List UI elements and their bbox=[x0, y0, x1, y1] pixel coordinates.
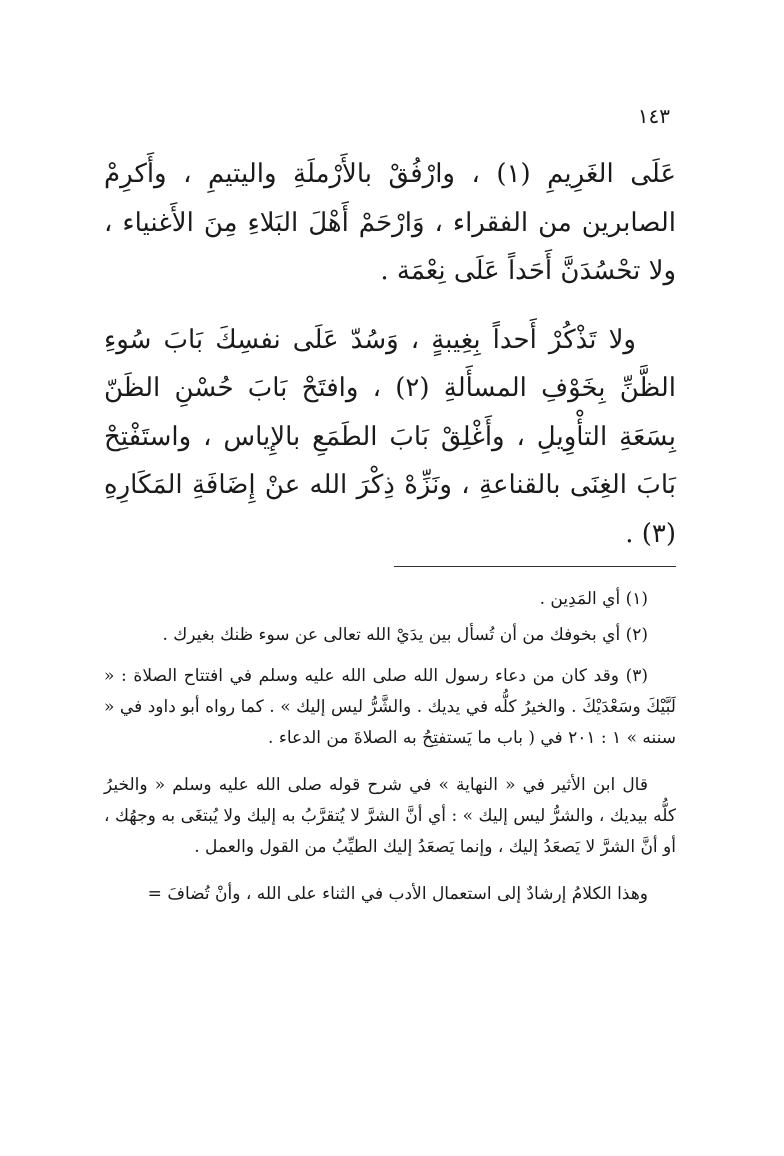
main-paragraph-2: ولا تَذْكُرْ أَحداً بِغِيبةٍ ، وَسُدّ عَلَى نفسِكَ بَابَ سُوءِ الظَّنِّ بِخَوْفِ المسأَلةِ (٢) ، وافتَحْ بَابَ حُسْنِ الظَنّ بِسَعَةِ التأْوِيلِ ، وأَغْلِقْ بَابَ الطَمَعِ بالإِياس ، واستَفْتِحْ بَابَ الغِنَى بالقناعةِ ، ونَزِّهْ ذِكْرَ الله عنْ إِضَافَةِ المَكَارِهِ (٣) . bbox=[104, 324, 677, 549]
page-number: ١٤٣ bbox=[637, 104, 670, 128]
footnote-commentary-1: قال ابن الأثير في « النهاية » في شرح قوله صلى الله عليه وسلم « والخيرُ كلُّه بيديك ، والشرُّ ليس إليك » : أي أنَّ الشرَّ لا يُتقرَّبُ به إليك ولا يُبتغَى به وجهُك ، أو أنَّ الشرَّ لا يَصعَدُ إليك ، وإنما يَصعَدُ إليك الطيِّبُ من القول والعمل . bbox=[104, 775, 676, 857]
main-paragraph-1: عَلَى الغَرِيمِ (١) ، وارْفُقْ بالأَرْملَةِ واليتيمِ ، وأَكرِمْ الصابرين من الفقراء ، وَارْحَمْ أَهْلَ البَلاءِ مِنَ الأَغنياء ، ولا تحْسُدَنَّ أَحَداً عَلَى نِعْمَة . bbox=[104, 159, 676, 286]
footnotes bbox=[104, 584, 676, 910]
footnote-1: (١) أي المَدِين . bbox=[539, 589, 648, 609]
footnote-commentary-2: وهذا الكلامُ إرشادٌ إلى استعمال الأدب في الثناء على الله ، وأنْ تُضافَ = bbox=[147, 884, 648, 904]
footnote-separator bbox=[394, 566, 676, 567]
main-text bbox=[104, 150, 676, 558]
footnote-3: (٣) وقد كان من دعاء رسول الله صلى الله عليه وسلم في افتتاح الصلاة : « لَبَّيْكَ وسَعْدَيْكَ . والخيرُ كلُّه في يديك . والشَّرُّ ليس إليك » . كما رواه أبو داود في « سننه » ١ : ٢٠١ في ( باب ما يَستفتِحُ به الصلاةَ من الدعاء . bbox=[104, 666, 676, 748]
footnote-2: (٢) أي بخوفك من أن تُسأل بين يدَيْ الله تعالى عن سوء ظنك بغيرك . bbox=[162, 625, 648, 645]
